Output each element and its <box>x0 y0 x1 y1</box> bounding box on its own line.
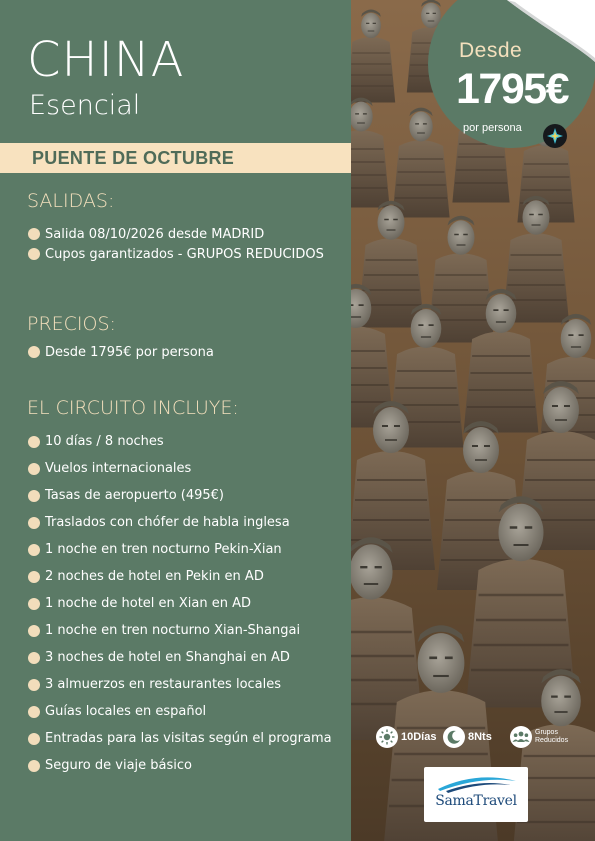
feature-nights <box>443 726 492 748</box>
list-item: Traslados con chófer de habla inglesa <box>28 509 332 536</box>
list-item: 1 noche de hotel en Xian en AD <box>28 590 332 617</box>
group-icon <box>510 726 532 748</box>
list-item: 3 almuerzos en restaurantes locales <box>28 671 332 698</box>
bullet-dot <box>28 652 40 664</box>
list-item: 2 noches de hotel en Pekin en AD <box>28 563 332 590</box>
sama-travel-logo <box>424 767 528 822</box>
list-item: Entradas para las visitas según el programa <box>28 725 332 752</box>
feature-groups <box>510 726 568 748</box>
destination-title: CHINA <box>27 32 185 88</box>
sun-icon <box>376 726 398 748</box>
bullet-dot <box>28 706 40 718</box>
list-item: 3 noches de hotel en Shanghai en AD <box>28 644 332 671</box>
list-item: 10 días / 8 noches <box>28 428 332 455</box>
bullet-dot <box>28 679 40 691</box>
price-value: 1795€ <box>456 65 569 113</box>
feature-groups-label: Grupos Reducidos <box>535 729 569 744</box>
bullet-dot <box>28 625 40 637</box>
list-item: Tasas de aeropuerto (495€) <box>28 482 332 509</box>
list-item: 1 noche en tren nocturno Pekin-Xian <box>28 536 332 563</box>
bullet-dot <box>28 517 40 529</box>
bullet-dot <box>28 346 40 358</box>
list-item: Desde 1795€ por persona <box>28 342 214 362</box>
price-from-label: Desde <box>459 39 523 62</box>
bullet-dot <box>28 248 40 260</box>
banner-text: PUENTE DE OCTUBRE <box>32 148 235 168</box>
moon-icon <box>443 726 465 748</box>
feature-days-label: 10Días <box>401 731 437 743</box>
bullet-dot <box>28 733 40 745</box>
feature-nights-label: 8Nts <box>468 731 492 743</box>
price-per-person-label: por persona <box>463 122 522 134</box>
destination-subtitle: Esencial <box>29 90 141 121</box>
circuito-title: EL CIRCUITO INCLUYE: <box>27 397 239 419</box>
bullet-dot <box>28 228 40 240</box>
bullet-dot <box>28 571 40 583</box>
list-item: Seguro de viaje básico <box>28 752 332 779</box>
circuito-list <box>28 428 332 779</box>
salidas-title: SALIDAS: <box>27 190 115 212</box>
list-item: Guías locales en español <box>28 698 332 725</box>
feature-days <box>376 726 436 748</box>
bullet-dot <box>28 490 40 502</box>
list-item: 1 noche en tren nocturno Xian-Shangai <box>28 617 332 644</box>
list-item: Salida 08/10/2026 desde MADRID <box>28 224 324 244</box>
logo-text: SamaTravel <box>435 793 517 809</box>
star-icon <box>543 124 567 148</box>
salidas-list <box>28 224 324 264</box>
banner <box>0 143 351 173</box>
bullet-dot <box>28 463 40 475</box>
bullet-dot <box>28 544 40 556</box>
list-item: Cupos garantizados - GRUPOS REDUCIDOS <box>28 244 324 264</box>
bullet-dot <box>28 760 40 772</box>
list-item: Vuelos internacionales <box>28 455 332 482</box>
precios-list <box>28 342 214 362</box>
bullet-dot <box>28 598 40 610</box>
bullet-dot <box>28 436 40 448</box>
precios-title: PRECIOS: <box>27 313 116 335</box>
